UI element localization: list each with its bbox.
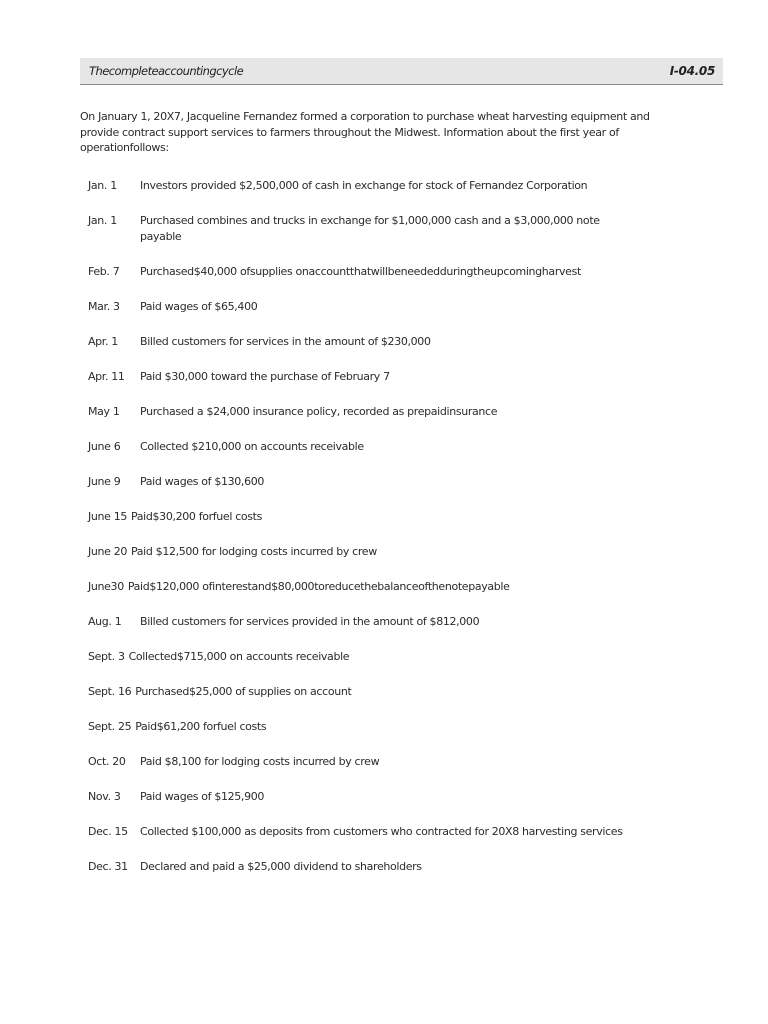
transaction-item (88, 649, 708, 665)
transaction-date: Nov. 3 (88, 789, 121, 803)
intro-paragraph: On January 1, 20X7, Jacqueline Fernandez formed a corporation to purchase wheat harvesting equipment and provide contract support services to farmers throughout the Midwest. Information about the first year of operationfollows: (80, 110, 650, 154)
transaction-text: Paid $30,000 toward the purchase of February 7 (140, 369, 390, 383)
transaction-item (88, 684, 708, 700)
transaction-item (88, 789, 708, 805)
transaction-item (88, 369, 708, 385)
transaction-date: Jan. 1 (88, 179, 117, 192)
transaction-item (88, 509, 708, 525)
transaction-text: Paid wages of $125,900 (140, 789, 265, 803)
transaction-text: Purchased$25,000 of supplies on account (135, 684, 352, 698)
transaction-item (88, 299, 708, 315)
transaction-text: Investors provided $2,500,000 of cash in exchange for stock of Fernandez Corporation (140, 179, 588, 192)
transaction-date: Dec. 31 (88, 859, 128, 873)
transaction-text: Paid$61,200 forfuel costs (135, 719, 267, 733)
transaction-item (88, 544, 708, 560)
transaction-item (88, 334, 708, 350)
transaction-list (88, 178, 708, 894)
transaction-date: Aug. 1 (88, 614, 122, 628)
transaction-item (88, 474, 708, 490)
transaction-text: Paid$120,000 ofinterestand$80,000toreducethebalanceofthenotepayable (127, 579, 510, 593)
transaction-text: Purchased combines and trucks in exchange for $1,000,000 cash and a $3,000,000 note payable (140, 214, 600, 243)
transaction-item (88, 859, 708, 875)
transaction-date: June30 (88, 579, 124, 593)
transaction-item (88, 614, 708, 630)
transaction-item (88, 439, 708, 455)
transaction-text: Collected $210,000 on accounts receivable (140, 439, 364, 453)
transaction-text: Purchased$40,000 ofsupplies onaccountthatwillbeneededduringtheupcomingharvest (140, 264, 581, 278)
transaction-date: June 9 (88, 474, 121, 488)
transaction-date: Apr. 1 (88, 334, 118, 348)
transaction-date: Feb. 7 (88, 264, 120, 278)
transaction-text: Declared and paid a $25,000 dividend to shareholders (140, 859, 422, 873)
transaction-item (88, 824, 708, 840)
transaction-item (88, 264, 708, 280)
transaction-text: Purchased a $24,000 insurance policy, recorded as prepaidinsurance (140, 404, 498, 418)
transaction-date: Apr. 11 (88, 369, 125, 383)
transaction-text: Paid $12,500 for lodging costs incurred by crew (131, 544, 377, 558)
transaction-date: June 15 (88, 509, 127, 523)
transaction-text: Billed customers for services provided in the amount of $812,000 (140, 614, 480, 628)
transaction-text: Collected$715,000 on accounts receivable (128, 649, 350, 663)
transaction-item (88, 719, 708, 735)
page-header (80, 58, 723, 85)
transaction-text: Paid wages of $130,600 (140, 474, 265, 488)
transaction-text: Billed customers for services in the amount of $230,000 (140, 334, 431, 348)
transaction-text: Paid wages of $65,400 (140, 299, 258, 313)
transaction-date: Mar. 3 (88, 299, 120, 313)
transaction-item (88, 178, 708, 194)
transaction-item (88, 754, 708, 770)
transaction-date: Sept. 16 (88, 684, 132, 698)
transaction-item (88, 404, 708, 420)
transaction-text: Paid$30,200 forfuel costs (131, 509, 262, 523)
transaction-date: Sept. 25 (88, 719, 132, 733)
section-title: Thecompleteaccountingcycle (89, 64, 244, 78)
transaction-date: June 6 (88, 439, 121, 453)
transaction-item (88, 213, 708, 244)
problem-code: I-04.05 (669, 64, 715, 78)
transaction-date: Jan. 1 (88, 214, 117, 227)
transaction-text: Collected $100,000 as deposits from customers who contracted for 20X8 harvesting services (140, 824, 623, 838)
transaction-date: May 1 (88, 404, 120, 418)
transaction-date: Dec. 15 (88, 824, 128, 838)
transaction-date: Sept. 3 (88, 649, 125, 663)
transaction-date: June 20 (88, 544, 127, 558)
transaction-text: Paid $8,100 for lodging costs incurred by crew (140, 754, 380, 768)
transaction-item (88, 579, 708, 595)
transaction-date: Oct. 20 (88, 754, 126, 768)
